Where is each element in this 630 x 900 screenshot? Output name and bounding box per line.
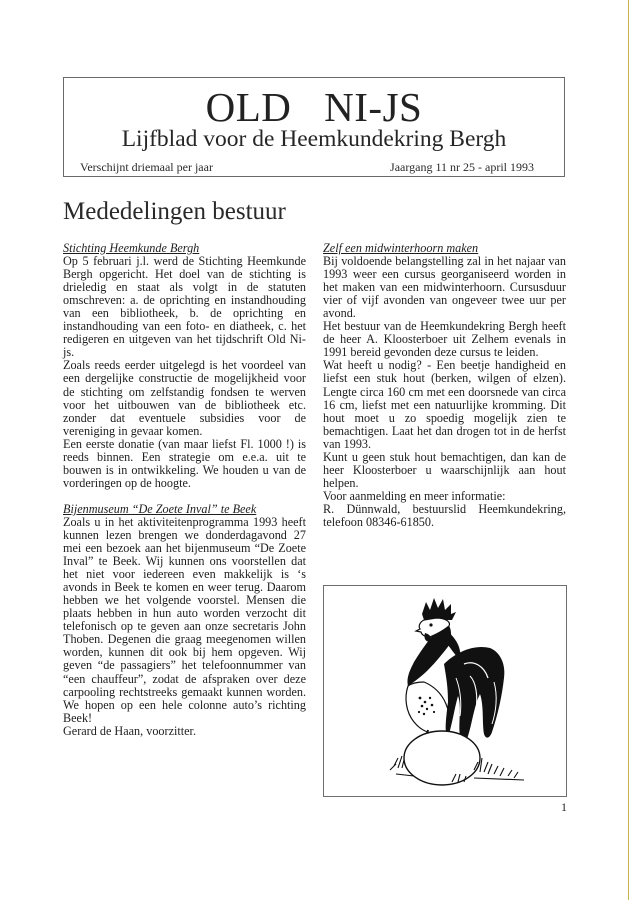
article-midwinterhoorn — [323, 242, 566, 529]
section-spacer — [63, 490, 306, 503]
newsletter-subtitle: Lijfblad voor de Heemkundekring Bergh — [121, 126, 507, 152]
page-edge-line — [628, 0, 629, 900]
newsletter-title: OLD NI-JS — [205, 84, 423, 130]
contact-info: R. Dünnwald, bestuurslid Heemkundekring, telefoon 08346-61850. — [323, 501, 566, 529]
article-paragraph: Zoals reeds eerder uitgelegd is het voordeel van een dergelijke constructie de mogelijkheid voor de stichting om zelfstandig fondsen te werven voor het uitbouwen van de bibliotheek etc. zonder dat eventuele subsidies voor de vereniging in gevaar komen. — [63, 358, 306, 438]
article-paragraph: Zoals u in het aktiviteitenprogramma 1993 heeft kunnen lezen brengen we donderdagavond 27 mei een bezoek aan het bijenmuseum “De Zoete Inval” te Beek. Wij kunnen ons voorstellen dat het niet voor iedereen even makkelijk is ‘s avonds in Beek te komen en weer terug. Daarom hebben we het volgende voorstel. Mensen die plaats hebben in hun auto worden verzocht dit telefonisch op te geven aan onze secretaris John Thoben. Degenen die graag meegenomen willen worden, kunnen dit ook bij hem opgeven. Wij geven “de passagiers” het telefoonnummer van “een chauffeur”, zodat de afspraken over deze carpooling rechtstreeks gemaakt kunnen worden. We hopen op een hele colonne auto’s richting Beek! — [63, 514, 306, 725]
article-title-bijenmuseum[interactable]: Bijenmuseum “De Zoete Inval” te Beek — [63, 501, 257, 516]
left-column — [63, 242, 306, 738]
masthead — [63, 77, 565, 177]
article-signature: Gerard de Haan, voorzitter. — [63, 723, 196, 738]
article-paragraph: Op 5 februari j.l. werd de Stichting Heemkunde Bergh opgericht. Het doel van de stichting is drieledig en staat als volgt in de statuten omschreven: a. de oprichting en instandhouding van een bibliotheek, b. de oprichting en instandhouding van een foto- en diatheek, c. het redigeren en uitgeven van het tijdschrift Old Ni-js. — [63, 254, 306, 360]
article-paragraph: Het bestuur van de Heemkundekring Bergh heeft de heer A. Kloosterboer uit Zelhem evenals in 1991 bereid gevonden deze cursus te leiden. — [323, 319, 566, 360]
page-number: 1 — [561, 800, 567, 814]
article-paragraph: Voor aanmelding en meer informatie: — [323, 488, 506, 503]
page-heading: Mededelingen bestuur — [63, 198, 286, 225]
right-column — [323, 242, 566, 529]
rooster-with-egg-icon — [324, 586, 565, 795]
issue-info: Jaargang 11 nr 25 - april 1993 — [390, 160, 534, 174]
article-paragraph: Een eerste donatie (van maar liefst Fl. 1000 !) is reeds binnen. Een strategie om e.e.a. uit te bouwen is in ontwikkeling. We houden u van de vorderingen op de hoogte. — [63, 436, 306, 490]
publication-frequency: Verschijnt driemaal per jaar — [80, 160, 213, 174]
article-stichting — [63, 242, 306, 490]
rooster-illustration — [323, 585, 567, 797]
article-paragraph: Bij voldoende belangstelling zal in het najaar van 1993 weer een cursus georganiseerd worden in het maken van een midwinterhoorn. Cursusduur vier of vijf avonden van ongeveer twee uur per avond. — [323, 254, 566, 321]
article-title-midwinterhoorn[interactable]: Zelf een midwinterhoorn maken — [323, 241, 479, 255]
article-paragraph: Wat heeft u nodig? - Een beetje handigheid en liefst een stuk hout (berken, wilgen of elzen). Lengte circa 160 cm met een doorsnede van circa 16 cm, liefst met een natuurlijke kromming. Dit hout moet u zo spoedig mogelijk zien te bemachtigen. Laat het dan drogen tot in de herfst van 1993. — [323, 358, 566, 451]
article-title-stichting[interactable]: Stichting Heemkunde Bergh — [63, 241, 200, 255]
article-paragraph: Kunt u geen stuk hout bemachtigen, dan kan de heer Kloosterboer u waarschijnlijk aan hout helpen. — [323, 449, 566, 490]
article-bijenmuseum — [63, 503, 306, 738]
